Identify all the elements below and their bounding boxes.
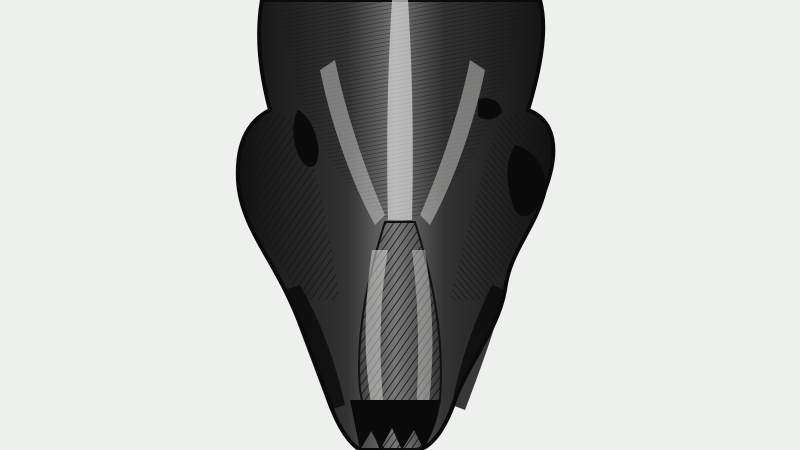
center-ridge-highlight — [387, 0, 413, 220]
